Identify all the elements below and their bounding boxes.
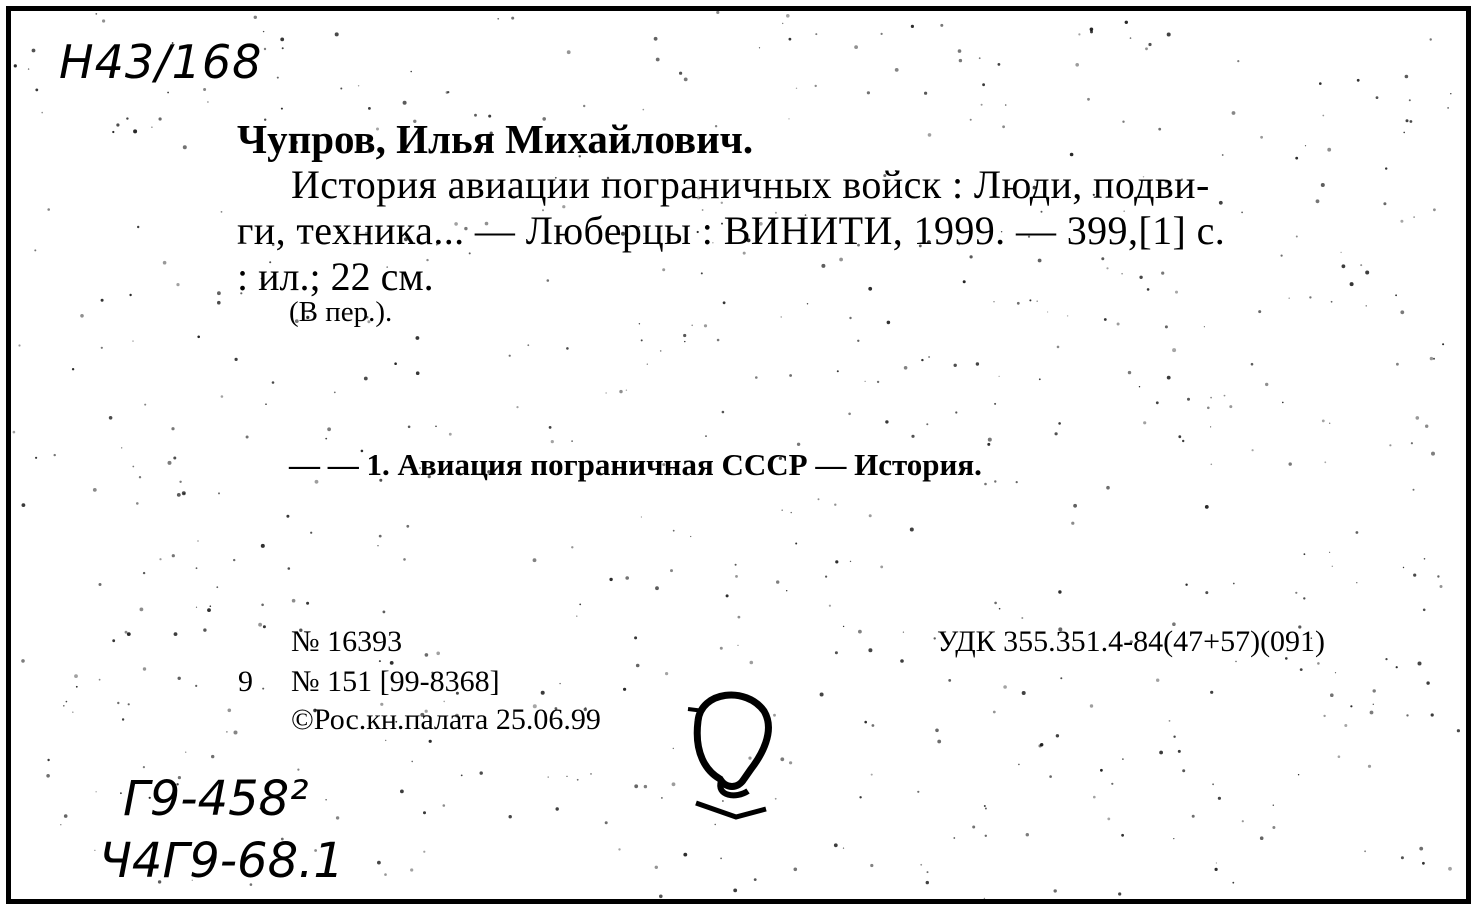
udk-code: УДК 355.351.4-84(47+57)(091) — [937, 625, 1326, 658]
record-number: № 16393 — [291, 625, 403, 658]
handwritten-note-2: Ч4Г9-68.1 — [99, 833, 344, 889]
author-heading: Чупров, Илья Михайлович. — [237, 116, 754, 162]
entry-prefix: 9 — [238, 665, 253, 698]
handwritten-note-1: Г9-458² — [123, 771, 309, 827]
entry-number: № 151 [99-8368] — [291, 665, 500, 698]
library-stamp-mark — [676, 681, 786, 831]
catalog-card — [6, 6, 1471, 904]
shelf-mark: Н43/168 — [59, 35, 263, 89]
copyright-line: ©Рос.кн.палата 25.06.99 — [291, 703, 601, 736]
title-line-3: : ил.; 22 см. — [237, 254, 434, 299]
binding-note: (В пер.). — [289, 296, 393, 328]
title-line-1: История авиации пограничных войск : Люди, подви- — [291, 162, 1210, 207]
title-line-2: ги, техника... — Люберцы : ВИНИТИ, 1999. — 399,[1] с. — [237, 208, 1226, 253]
subject-heading: — — 1. Авиация пограничная СССР — История. — [289, 447, 982, 482]
